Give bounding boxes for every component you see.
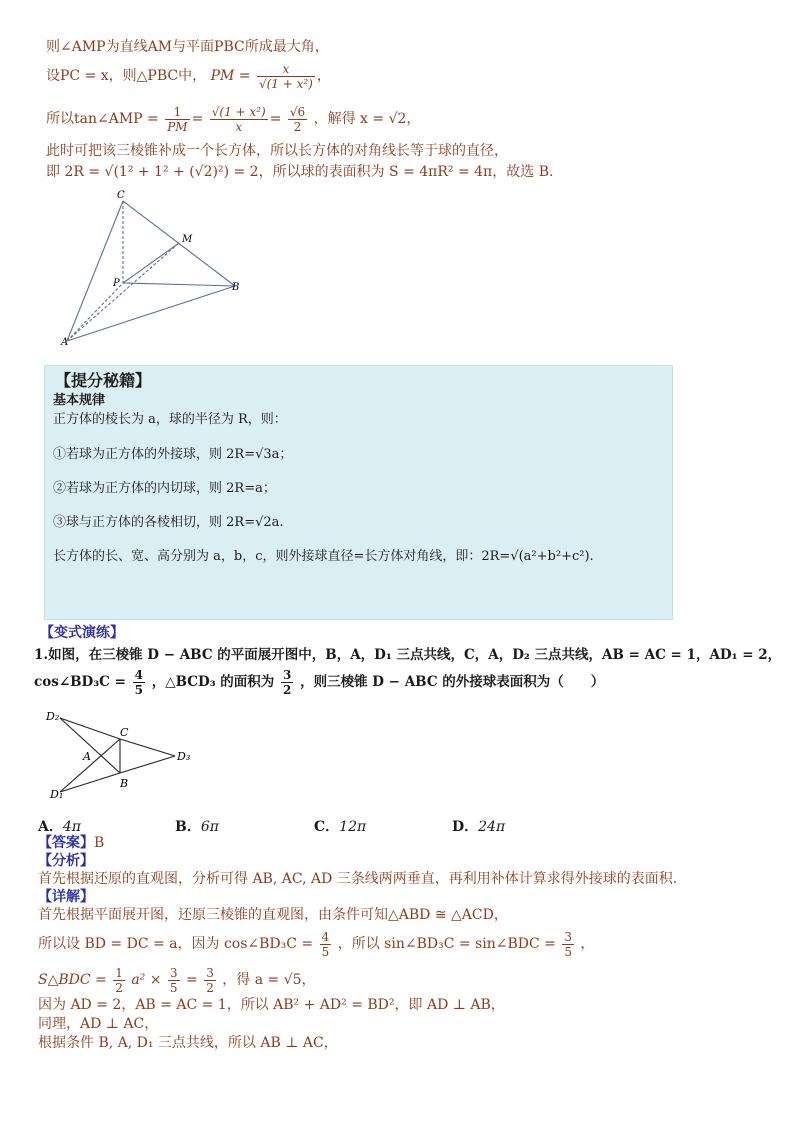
option-c[interactable] (314, 816, 366, 836)
detail-line-3-pre: S△BDC = (38, 972, 107, 988)
edge-d3b (120, 756, 175, 773)
answer-line (38, 834, 104, 852)
detail-line-3-mid1: a² × (131, 972, 162, 988)
label-d3: D₃ (177, 750, 191, 763)
fraction-4-5 (320, 930, 332, 959)
solution-line-2: 设PC = x，则△PBC中， PM = $\frac{x}{\text{√(1 + x²)}}$ ， (46, 61, 331, 91)
option-a[interactable] (38, 816, 81, 836)
solution-line-3-pre: 所以tan∠AMP = (46, 111, 159, 127)
fraction-denominator: √(1 + x²) (258, 76, 313, 91)
edge-ca (67, 201, 123, 341)
fraction-numerator: 1 (115, 965, 123, 980)
label-m: M (182, 234, 193, 245)
option-b[interactable] (175, 816, 219, 836)
label-d2: D₂ (46, 710, 60, 723)
edge-cd3 (120, 739, 175, 756)
solution-line-5: 即 2R = √(1² + 1² + (√2)²) = 2，所以球的表面积为 S = 4πR² = 4π，故选 B. (46, 164, 554, 180)
detail-line-4: 因为 AD = 2，AB = AC = 1，所以 AB² + AD² = BD²，即 AD ⊥ AB， (38, 997, 505, 1013)
fraction-3-5 (562, 930, 574, 959)
label-a: A (61, 337, 69, 348)
edge-bd1 (60, 773, 120, 792)
detail-line-3-post: ，得 a = √5， (222, 972, 316, 988)
label-a: A (83, 750, 91, 763)
fraction-root-over-x (210, 105, 268, 134)
solution-line-2-lhs: PM = (210, 68, 251, 84)
option-letter: D． (452, 819, 479, 835)
fraction-denominator: 2 (293, 119, 302, 134)
analysis-text: 首先根据还原的直观图，分析可得 AB, AC, AD 三条线两两垂直，再利用补体计算求得外接球的表面积. (38, 871, 678, 887)
label-p: P (113, 278, 120, 289)
tetrahedron-figure (55, 186, 255, 351)
detail-line-6: 根据条件 B, A, D₁ 三点共线，所以 AB ⊥ AC， (38, 1035, 338, 1051)
fraction-denominator: 5 (321, 944, 330, 959)
fraction-numerator: √(1 + x²) (211, 104, 266, 119)
label-c: C (117, 190, 125, 201)
answer-label: 【答案】 (38, 835, 94, 851)
tip-box (44, 365, 673, 620)
tip-item-3: ③球与正方体的各棱相切，则 2R=√2a. (53, 515, 284, 530)
fraction-numerator: 3 (564, 929, 572, 944)
fraction-denominator: 5 (134, 683, 143, 697)
fraction-numerator: 3 (283, 668, 292, 682)
detail-line-2-mid: ，所以 sin∠BD₃C = sin∠BDC = (337, 936, 556, 952)
fraction-denominator: PM (167, 119, 188, 134)
fraction-root6-over-2 (288, 105, 307, 134)
fraction-numerator: 3 (206, 965, 214, 980)
option-value: 12π (339, 819, 367, 835)
fraction-numerator: 4 (321, 929, 330, 944)
fraction-denominator: 5 (169, 980, 178, 995)
tip-title: 【提分秘籍】 (55, 371, 152, 390)
fraction-4-5 (133, 668, 145, 697)
fraction-1-over-pm (165, 105, 189, 134)
solution-line-2-pre: 设PC = x，则△PBC中， (46, 68, 207, 84)
option-letter: A． (38, 819, 63, 835)
detail-line-2-pre: 所以设 BD = DC = a，因为 cos∠BD₃C = (38, 936, 314, 952)
edge-d2c (60, 718, 120, 739)
fraction-denominator: 2 (283, 683, 292, 697)
option-value: 6π (200, 819, 219, 835)
answer-value: B (94, 835, 105, 851)
solution-line-3: 所以tan∠AMP = $\frac{1}{PM}$ = $\frac{\text{√(1 + x²)}}{x}$ = $\frac{√6}{2}$ ，解得 x = √2， (46, 104, 421, 134)
solution-line-3-post: ，解得 x = √2， (313, 111, 421, 127)
question-1-ask: ，则三棱锥 D − ABC 的外接球表面积为（ ） (300, 674, 605, 690)
fraction-3-5 (168, 966, 180, 995)
option-d[interactable] (452, 816, 505, 836)
tip-item-1: ①若球为正方体的外接球，则 2R=√3a； (53, 447, 293, 462)
detail-line-2 (38, 926, 594, 962)
fraction-3-2 (204, 966, 216, 995)
analysis-label: 【分析】 (38, 853, 94, 869)
detail-line-2-post: ， (580, 936, 595, 952)
label-b: B (120, 777, 129, 790)
fraction-numerator: 1 (165, 105, 189, 120)
edge-d1c (60, 739, 120, 792)
label-b: B (232, 282, 240, 293)
question-1-line-1: 1.如图，在三棱锥 D − ABC 的平面展开图中，B，A，D₁ 三点共线，C，A，D₂ 三点共线，AB = AC = 1，AD₁ = 2， (34, 647, 782, 663)
fraction-numerator: √6 (289, 104, 306, 119)
option-letter: C． (314, 819, 340, 835)
option-letter: B． (175, 819, 201, 835)
detail-line-3-mid2: = (186, 972, 198, 988)
tip-intro: 正方体的棱长为 a，球的半径为 R，则： (53, 412, 287, 427)
edge-pm (123, 243, 179, 283)
fraction-denominator: 2 (206, 980, 214, 995)
fraction-denominator: 2 (115, 980, 123, 995)
detail-line-1: 首先根据平面展开图，还原三棱锥的直观图，由条件可知△ABD ≅ △ACD， (38, 907, 508, 923)
option-value: 24π (478, 819, 506, 835)
question-1-area-label: ，△BCD₃ 的面积为 (151, 674, 275, 690)
tip-subtitle: 基本规律 (53, 393, 106, 408)
label-d1: D₁ (50, 788, 64, 801)
option-value: 4π (62, 819, 81, 835)
fraction-numerator: 4 (134, 668, 143, 682)
label-c: C (120, 726, 129, 739)
solution-line-1: 则∠AMP为直线AM与平面PBC所成最大角， (46, 39, 329, 55)
fraction-denominator: 5 (564, 944, 572, 959)
tip-cuboid-rule: 长方体的长、宽、高分别为 a，b，c，则外接球直径=长方体对角线，即：2R=√(a²+b²+c²). (53, 549, 594, 564)
detail-line-5: 同理，AD ⊥ AC， (38, 1016, 159, 1032)
detail-label: 【详解】 (38, 889, 94, 905)
question-1-cos-label: cos∠BD₃C = (34, 674, 126, 690)
fraction-denominator: x (235, 119, 243, 134)
edge-d2b (60, 718, 120, 773)
edge-ab (67, 286, 235, 341)
fraction-3-2 (281, 668, 293, 697)
fraction-numerator: 3 (169, 965, 178, 980)
net-figure (40, 706, 210, 806)
detail-line-3 (38, 962, 316, 998)
question-1-line-2 (34, 664, 604, 700)
variant-header: 【变式演练】 (40, 625, 124, 641)
tip-item-2: ②若球为正方体的内切球，则 2R=a； (53, 481, 276, 496)
fraction-pm (257, 62, 315, 91)
fraction-numerator: x (257, 62, 315, 77)
edge-pb (123, 283, 235, 286)
fraction-1-2 (113, 966, 125, 995)
solution-line-4: 此时可把该三棱锥补成一个长方体，所以长方体的对角线长等于球的直径， (46, 143, 508, 159)
